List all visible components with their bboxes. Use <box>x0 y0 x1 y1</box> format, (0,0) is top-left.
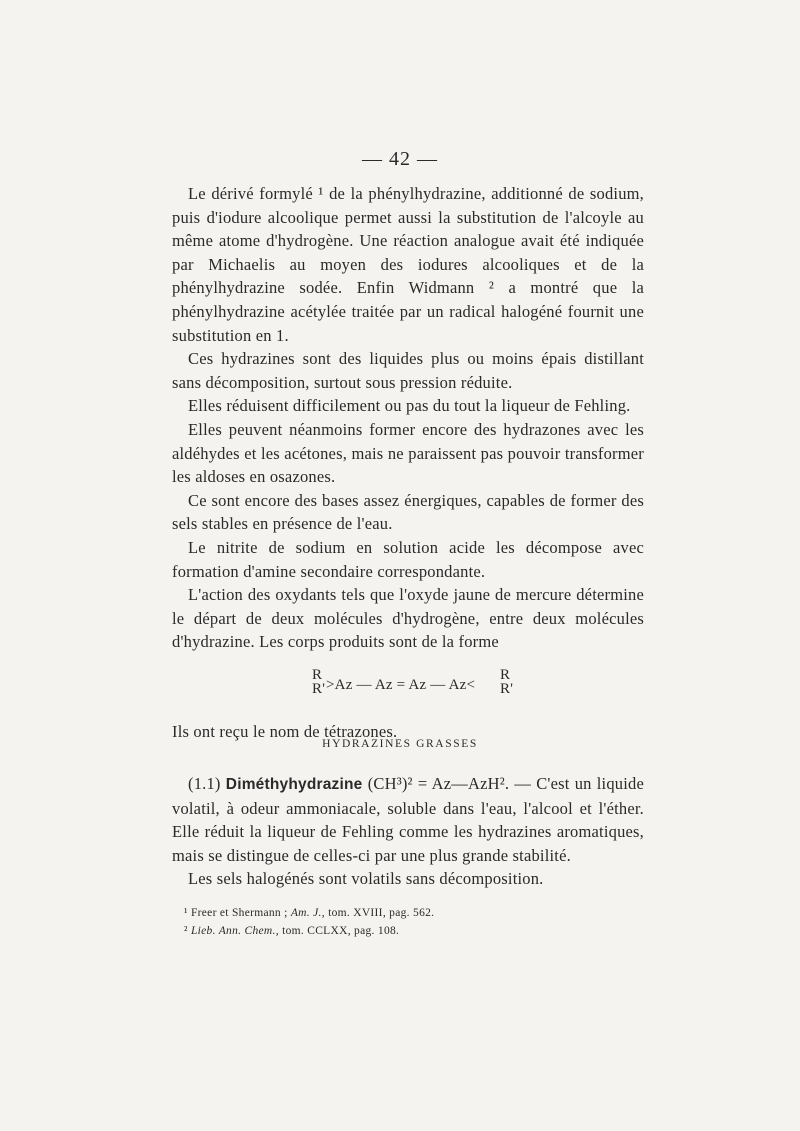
formula-right-top: R <box>500 666 511 683</box>
entry-paragraph <box>172 772 644 867</box>
footnote-marker: ¹ <box>184 907 188 919</box>
entry-title: Diméthyhydrazine <box>225 776 363 793</box>
paragraph: Ce sont encore des bases assez énergiques, capables de former des sels stables en présence de l'eau. <box>172 490 644 534</box>
entry-formula: (CH³)² = Az—AzH². <box>367 774 510 793</box>
body-text <box>172 182 644 743</box>
footnote-marker: ² <box>184 925 188 937</box>
entry-paragraph-second: Les sels halogénés sont volatils sans décomposition. <box>188 869 544 889</box>
paragraph: Elles réduisent difficilement ou pas du tout la liqueur de Fehling. <box>188 396 631 416</box>
formula-right-bottom: R' <box>500 680 514 697</box>
footnote-2: ² Lieb. Ann. Chem., tom. CCLXX, pag. 108. <box>184 925 400 937</box>
formula-left-bottom: R' <box>312 680 326 697</box>
entry-block <box>172 772 644 891</box>
footnote-1: ¹ Freer et Shermann ; Am. J., tom. XVIII, pag. 562. <box>184 907 435 919</box>
paragraph: L'action des oxydants tels que l'oxyde jaune de mercure détermine le départ de deux molécules d'hydrogène, entre deux molécules d'hydrazine. Les corps produits sont de la forme <box>172 585 644 652</box>
formula-right-substituents <box>500 668 513 696</box>
paragraph: Le nitrite de sodium en solution acide les décompose avec formation d'amine secondaire correspondante. <box>172 537 644 581</box>
entry-text: — C'est un liquide volatil, à odeur ammoniacale, soluble dans l'eau, l'alcool et l'éther. Elle réduit la liqueur de Fehling comme les hydrazines aromatiques, mais se distingue de celles-ci par une plus grande stabilité. <box>172 774 644 865</box>
formula-chain: >Az — Az = Az — Az< <box>326 676 476 693</box>
paragraph: Le dérivé formylé ¹ de la phénylhydrazine, additionné de sodium, puis d'iodure alcoolique permet aussi la substitution de l'alcoyle au même atome d'hydrogène. Une réaction analogue avait été indiquée par Michaelis au moyen des iodures alcooliques et de la phénylhydrazine sodée. Enfin Widmann ² a montré que la phénylhydrazine acétylée traitée par un radical halogéné fournit une substitution en 1. <box>172 184 644 345</box>
formula-left-substituents <box>312 668 325 696</box>
page-number: — 42 — <box>362 148 438 170</box>
formula-left-top: R <box>312 666 323 683</box>
footnotes <box>172 904 644 940</box>
paragraph: Ces hydrazines sont des liquides plus ou moins épais distillant sans décomposition, surtout sous pression réduite. <box>172 349 644 392</box>
tetrazone-sentence: Ils ont reçu le nom de tétrazones. <box>172 721 398 741</box>
entry-number: (1.1) <box>188 774 221 793</box>
section-title: HYDRAZINES GRASSES <box>322 738 478 750</box>
tetrazone-formula <box>172 662 644 716</box>
paragraph: Elles peuvent néanmoins former encore des hydrazones avec les aldéhydes et les acétones, mais ne paraissent pas pouvoir transformer les aldoses en osazones. <box>172 419 644 487</box>
